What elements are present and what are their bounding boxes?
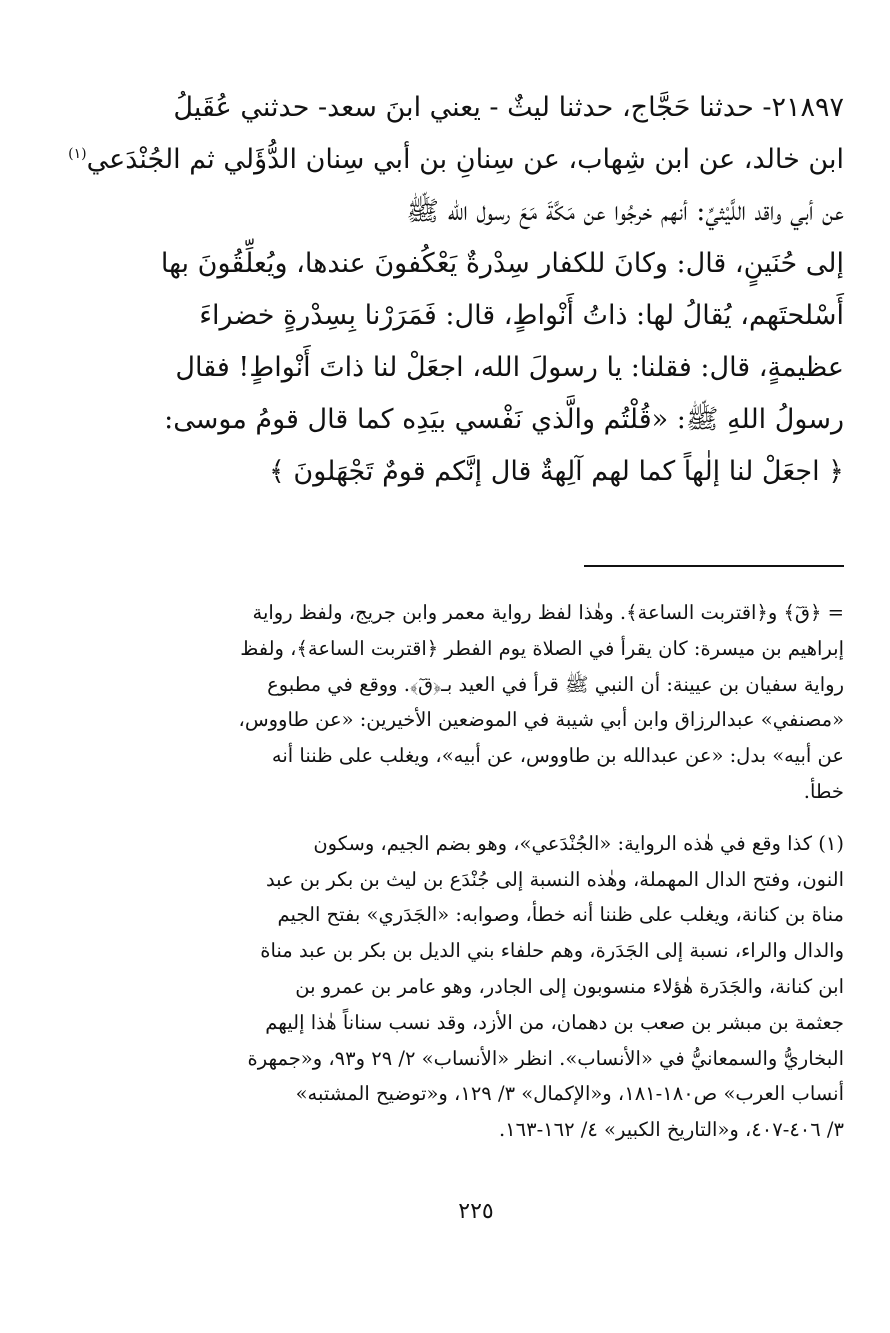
page-number: ٢٢٥ — [458, 1199, 494, 1224]
book-page — [68, 82, 844, 1262]
hadith-line-5: أَسْلحتَهم، يُقالُ لها: ذاتُ أَنْواطٍ، قال: فَمَرَرْنا بِسِدْرةٍ خضراءَ — [199, 300, 844, 331]
footnote-gap — [108, 810, 844, 826]
footnote-continued-line-2: إبراهيم بن ميسرة: كان يقرأ في الصلاة يوم الفطر ﴿اقتربت الساعة﴾، ولفظ — [240, 636, 844, 660]
footnote-continued-line-6: خطأ. — [803, 779, 844, 803]
footnote-continued-line-5: عن أبيه» بدل: «عن عبدالله بن طاووس، عن أبيه»، ويغلب على ظننا أنه — [271, 744, 844, 768]
footnote-divider — [584, 565, 844, 567]
footnote-1-line-9: ٣/ ٤٠٦-٤٠٧، و«التاريخ الكبير» ٤/ ١٦٢-١٦٣. — [498, 1118, 844, 1142]
hadith-text — [68, 82, 844, 498]
hadith-line-6: عظيمةٍ، قال: فقلنا: يا رسولَ الله، اجعَلْ لنا ذاتَ أَنْواطٍ! فقال — [175, 352, 844, 383]
hadith-line-1: ٢١٨٩٧- حدثنا حَجَّاج، حدثنا ليثٌ - يعني ابنَ سعد- حدثني عُقَيلُ — [173, 92, 844, 123]
hadith-line-2 — [68, 134, 844, 186]
hadith-line-3: عن أبي واقد اللَّيْثيِّ: أنهم خرجُوا عن مَكَّةَ مَعَ رسول الله ﷺ — [406, 196, 844, 227]
hadith-line-2-text: ابن خالد، عن ابن شِهاب، عن سِنانِ بن أبي سِنان الدُّؤَلي ثم الجُنْدَعي — [86, 144, 844, 175]
footnote-1-line-5: ابن كنانة، والجَدَرة هٰؤلاء منسوبون إلى الجادر، وهو عامر بن عمرو بن — [295, 974, 844, 998]
hadith-line-8: ﴿ اجعَلْ لنا إلٰهاً كما لهم آلِهةٌ قال إنَّكم قومٌ تَجْهَلونَ ﴾ — [268, 456, 844, 487]
footnote-continued — [108, 595, 844, 810]
footnote-1 — [108, 826, 844, 1148]
footnote-1-line-1: (١) كذا وقع في هٰذه الرواية: «الجُنْدَعي»، وهو بضم الجيم، وسكون — [313, 831, 844, 855]
footnote-1-line-8: أنساب العرب» ص١٨٠-١٨١، و«الإكمال» ٣/ ١٢٩، و«توضيح المشتبه» — [295, 1082, 844, 1106]
footnote-1-line-2: النون، وفتح الدال المهملة، وهٰذه النسبة إلى جُنْدَع بن ليث بن بكر بن عبد — [265, 867, 844, 891]
footnote-1-line-3: مناة بن كنانة، ويغلب على ظننا أنه خطأ، وصوابه: «الجَدَري» بفتح الجيم — [277, 903, 844, 927]
footnote-1-line-6: جعثمة بن مبشر بن صعب بن دهمان، من الأزد، وقد نسب سناناً هٰذا إليهم — [265, 1010, 844, 1034]
footnote-1-line-4: والدال والراء، نسبة إلى الجَدَرة، وهم حلفاء بني الديل بن بكر بن عبد مناة — [260, 939, 844, 963]
footnote-continued-line-1: = ﴿قٓ﴾ و﴿اقتربت الساعة﴾. وهٰذا لفظ رواية معمر وابن جريج، ولفظ رواية — [252, 601, 844, 624]
footnote-reference: (١) — [68, 146, 87, 162]
footnote-continued-line-3: رواية سفيان بن عيينة: أن النبي ﷺ قرأ في العيد بـ﴿قٓ﴾. ووقع في مطبوع — [267, 672, 844, 696]
footnote-1-line-7: البخاريُّ والسمعانيُّ في «الأنساب». انظر «الأنساب» ٢/ ٢٩ و٩٣، و«جمهرة — [247, 1046, 844, 1070]
hadith-line-4: إلى حُنَينٍ، قال: وكانَ للكفار سِدْرةٌ يَعْكُفونَ عندها، ويُعلِّقُونَ بها — [160, 248, 844, 279]
footnotes-section — [108, 595, 844, 1148]
footnote-continued-line-4: «مصنفي» عبدالرزاق وابن أبي شيبة في الموضعين الأخيرين: «عن طاووس، — [238, 708, 844, 732]
hadith-line-7: رسولُ اللهِ ﷺ: «قُلْتُم والَّذي نَفْسي بيَدِه كما قال قومُ موسى: — [164, 404, 844, 435]
